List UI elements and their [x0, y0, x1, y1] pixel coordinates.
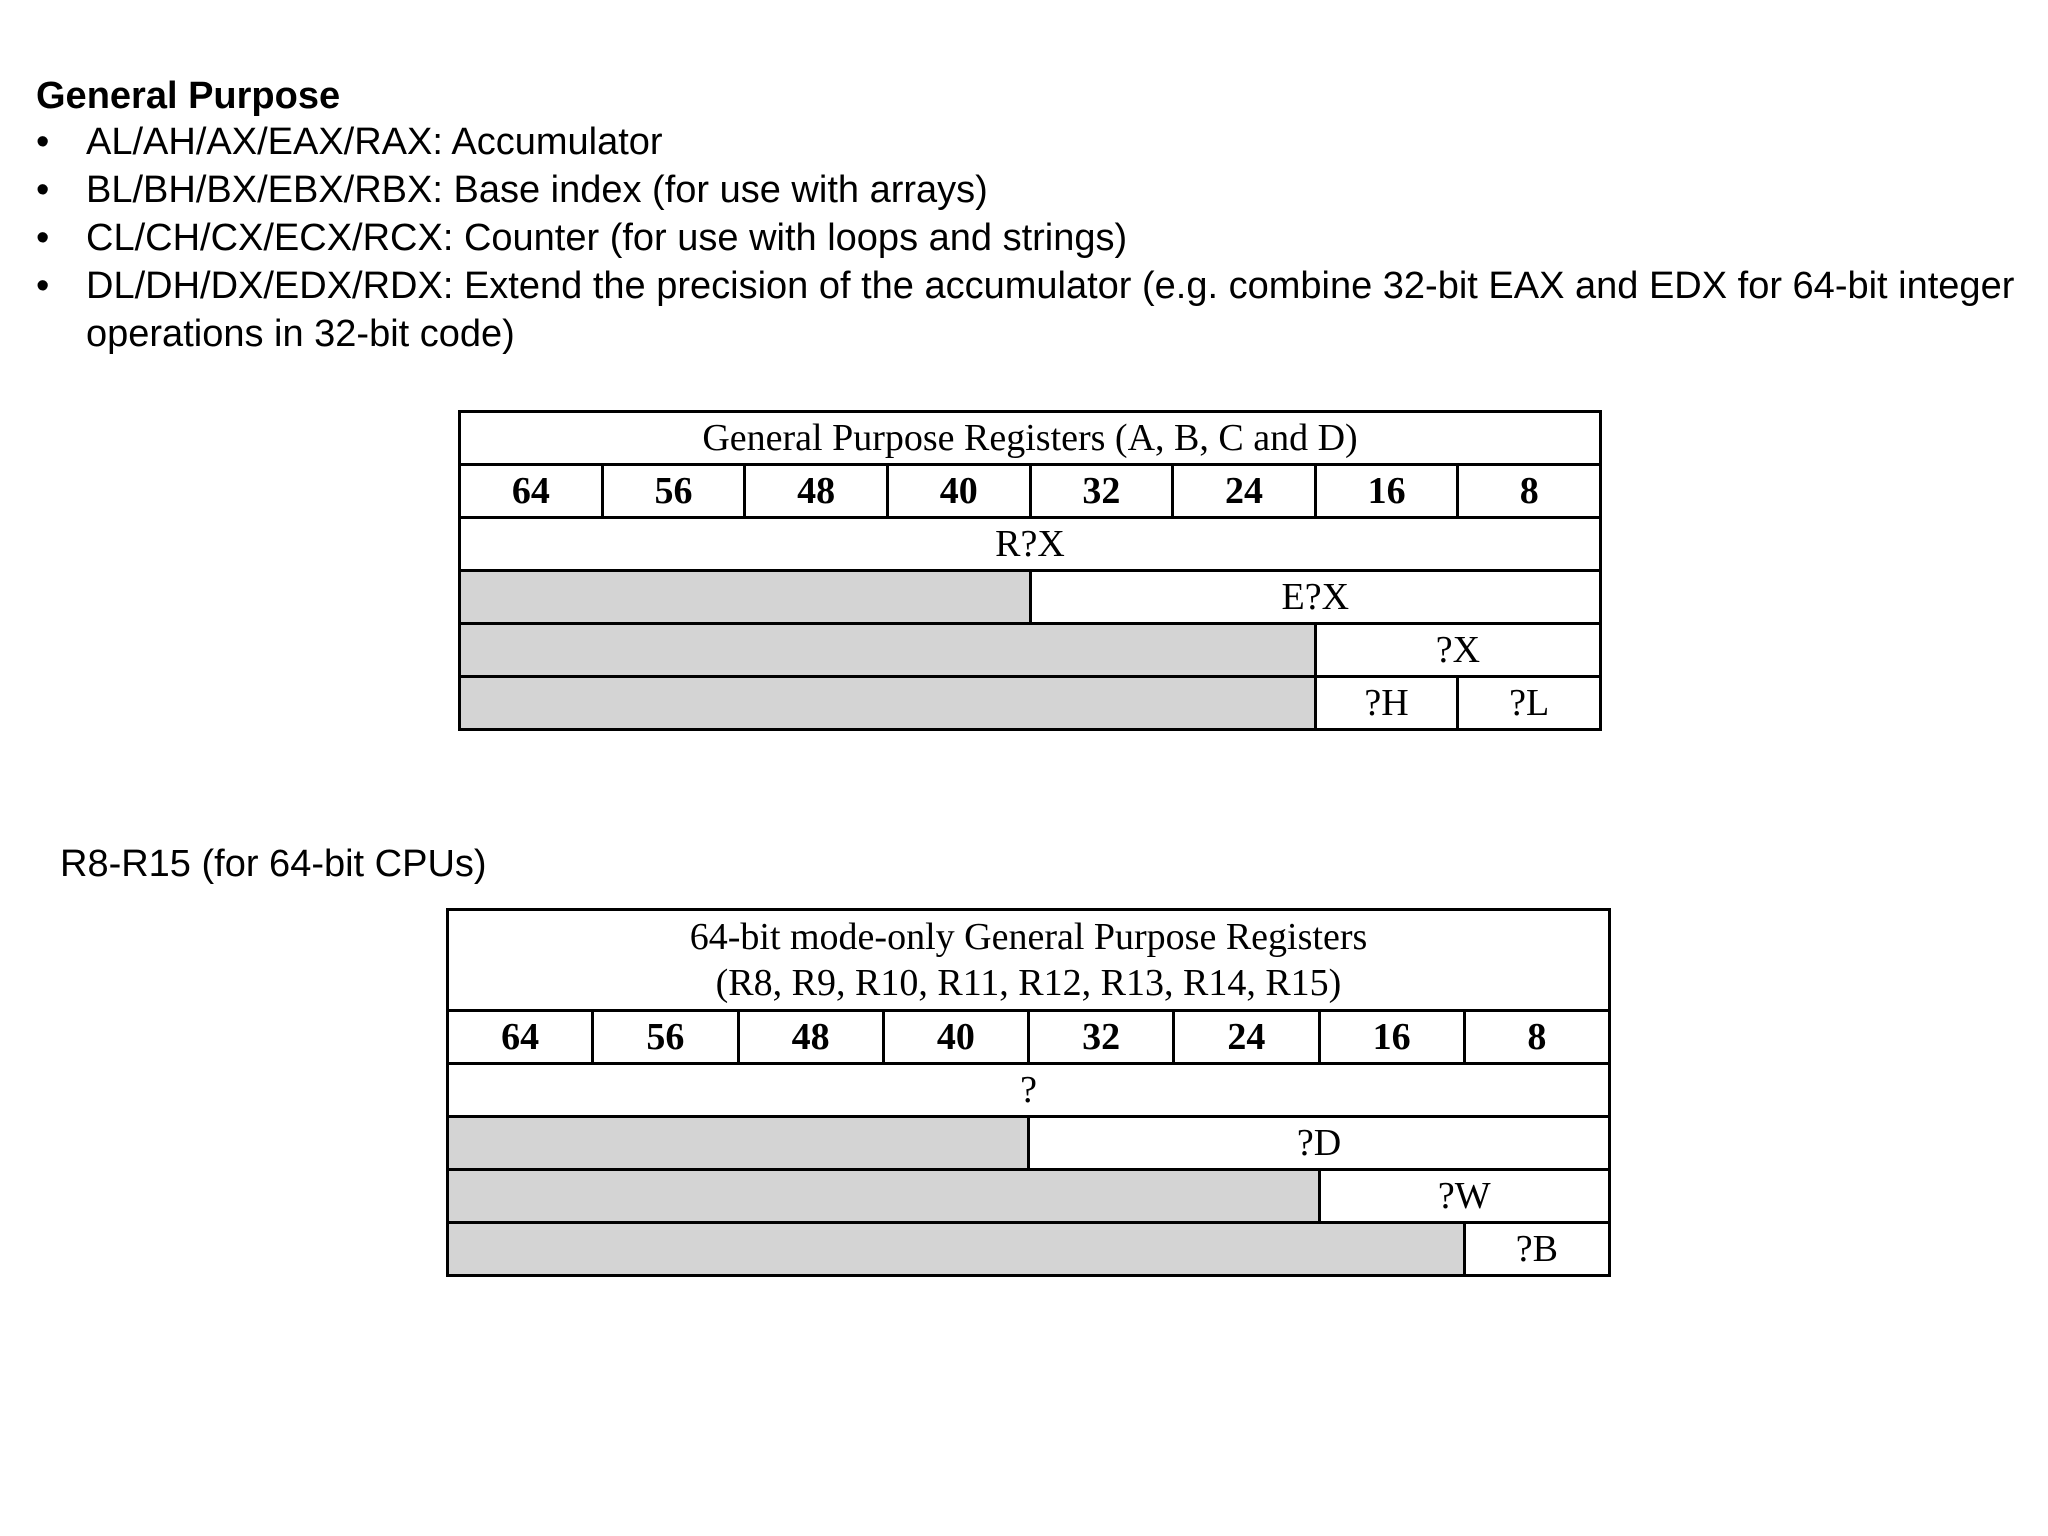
- bullet-glyph: •: [36, 169, 50, 211]
- register-w-cell: ?W: [1319, 1170, 1610, 1223]
- bullet-text: CL/CH/CX/ECX/RCX: Counter (for use with loops and strings): [86, 217, 1128, 259]
- bit-label-48: 48: [745, 465, 888, 518]
- bullet-item-extend-precision: [36, 262, 2016, 358]
- bullet-item-counter: [36, 214, 2016, 262]
- bit-label-56: 56: [602, 465, 745, 518]
- bullet-text: DL/DH/DX/EDX/RDX: Extend the precision of the accumulator (e.g. combine 32-bit EAX and EDX for 64-bit integer operations in 32-bit code): [86, 265, 2015, 355]
- unused-bits-cell: [448, 1170, 1320, 1223]
- section-heading: General Purpose: [36, 75, 341, 117]
- bit-label-48: 48: [738, 1011, 883, 1064]
- bit-label-64: 64: [448, 1011, 593, 1064]
- register-row-64bit: [448, 1064, 1610, 1117]
- register-q-cell: ?: [448, 1064, 1610, 1117]
- bit-header-row: [460, 465, 1601, 518]
- register-row-8bit: [448, 1223, 1610, 1276]
- title-line-1: 64-bit mode-only General Purpose Registers: [689, 916, 1368, 958]
- register-x-cell: ?X: [1315, 624, 1600, 677]
- bullet-glyph: •: [36, 121, 50, 163]
- bullet-text: AL/AH/AX/EAX/RAX: Accumulator: [86, 121, 663, 163]
- register-ex-cell: E?X: [1030, 571, 1601, 624]
- general-purpose-register-diagram: [458, 410, 1602, 731]
- bit-label-16: 16: [1315, 465, 1458, 518]
- register-row-16bit: [460, 624, 1601, 677]
- bit-label-32: 32: [1030, 465, 1173, 518]
- bullet-item-base-index: [36, 166, 2016, 214]
- unused-bits-cell: [448, 1117, 1029, 1170]
- unused-bits-cell: [460, 571, 1031, 624]
- register-table-title: [448, 910, 1610, 1011]
- register-rx-cell: R?X: [460, 518, 1601, 571]
- register-row-8bit: [460, 677, 1601, 730]
- register-row-32bit: [460, 571, 1601, 624]
- bullet-text: BL/BH/BX/EBX/RBX: Base index (for use with arrays): [86, 169, 988, 211]
- register-bullet-list: [36, 118, 2016, 358]
- bit-label-40: 40: [887, 465, 1030, 518]
- register-row-16bit: [448, 1170, 1610, 1223]
- register-row-32bit: [448, 1117, 1610, 1170]
- register-l-cell: ?L: [1458, 677, 1601, 730]
- unused-bits-cell: [460, 624, 1316, 677]
- unused-bits-cell: [460, 677, 1316, 730]
- title-line-2: (R8, R9, R10, R11, R12, R13, R14, R15): [715, 962, 1342, 1004]
- register-d-cell: ?D: [1029, 1117, 1610, 1170]
- register-h-cell: ?H: [1315, 677, 1458, 730]
- r8-r15-subheading: R8-R15 (for 64-bit CPUs): [60, 843, 487, 885]
- bullet-glyph: •: [36, 217, 50, 259]
- bullet-item-accumulator: [36, 118, 2016, 166]
- register-table-title: General Purpose Registers (A, B, C and D): [460, 412, 1601, 465]
- bit-label-16: 16: [1319, 1011, 1464, 1064]
- bit-label-56: 56: [593, 1011, 738, 1064]
- unused-bits-cell: [448, 1223, 1465, 1276]
- bullet-glyph: •: [36, 265, 50, 307]
- register-b-cell: ?B: [1464, 1223, 1609, 1276]
- bit-label-64: 64: [460, 465, 603, 518]
- bit-label-24: 24: [1174, 1011, 1319, 1064]
- bit-label-8: 8: [1458, 465, 1601, 518]
- bit-header-row: [448, 1011, 1610, 1064]
- register-row-64bit: [460, 518, 1601, 571]
- bit-label-8: 8: [1464, 1011, 1609, 1064]
- r8-r15-register-diagram: [446, 908, 1611, 1277]
- bit-label-32: 32: [1029, 1011, 1174, 1064]
- bit-label-24: 24: [1173, 465, 1316, 518]
- bit-label-40: 40: [883, 1011, 1028, 1064]
